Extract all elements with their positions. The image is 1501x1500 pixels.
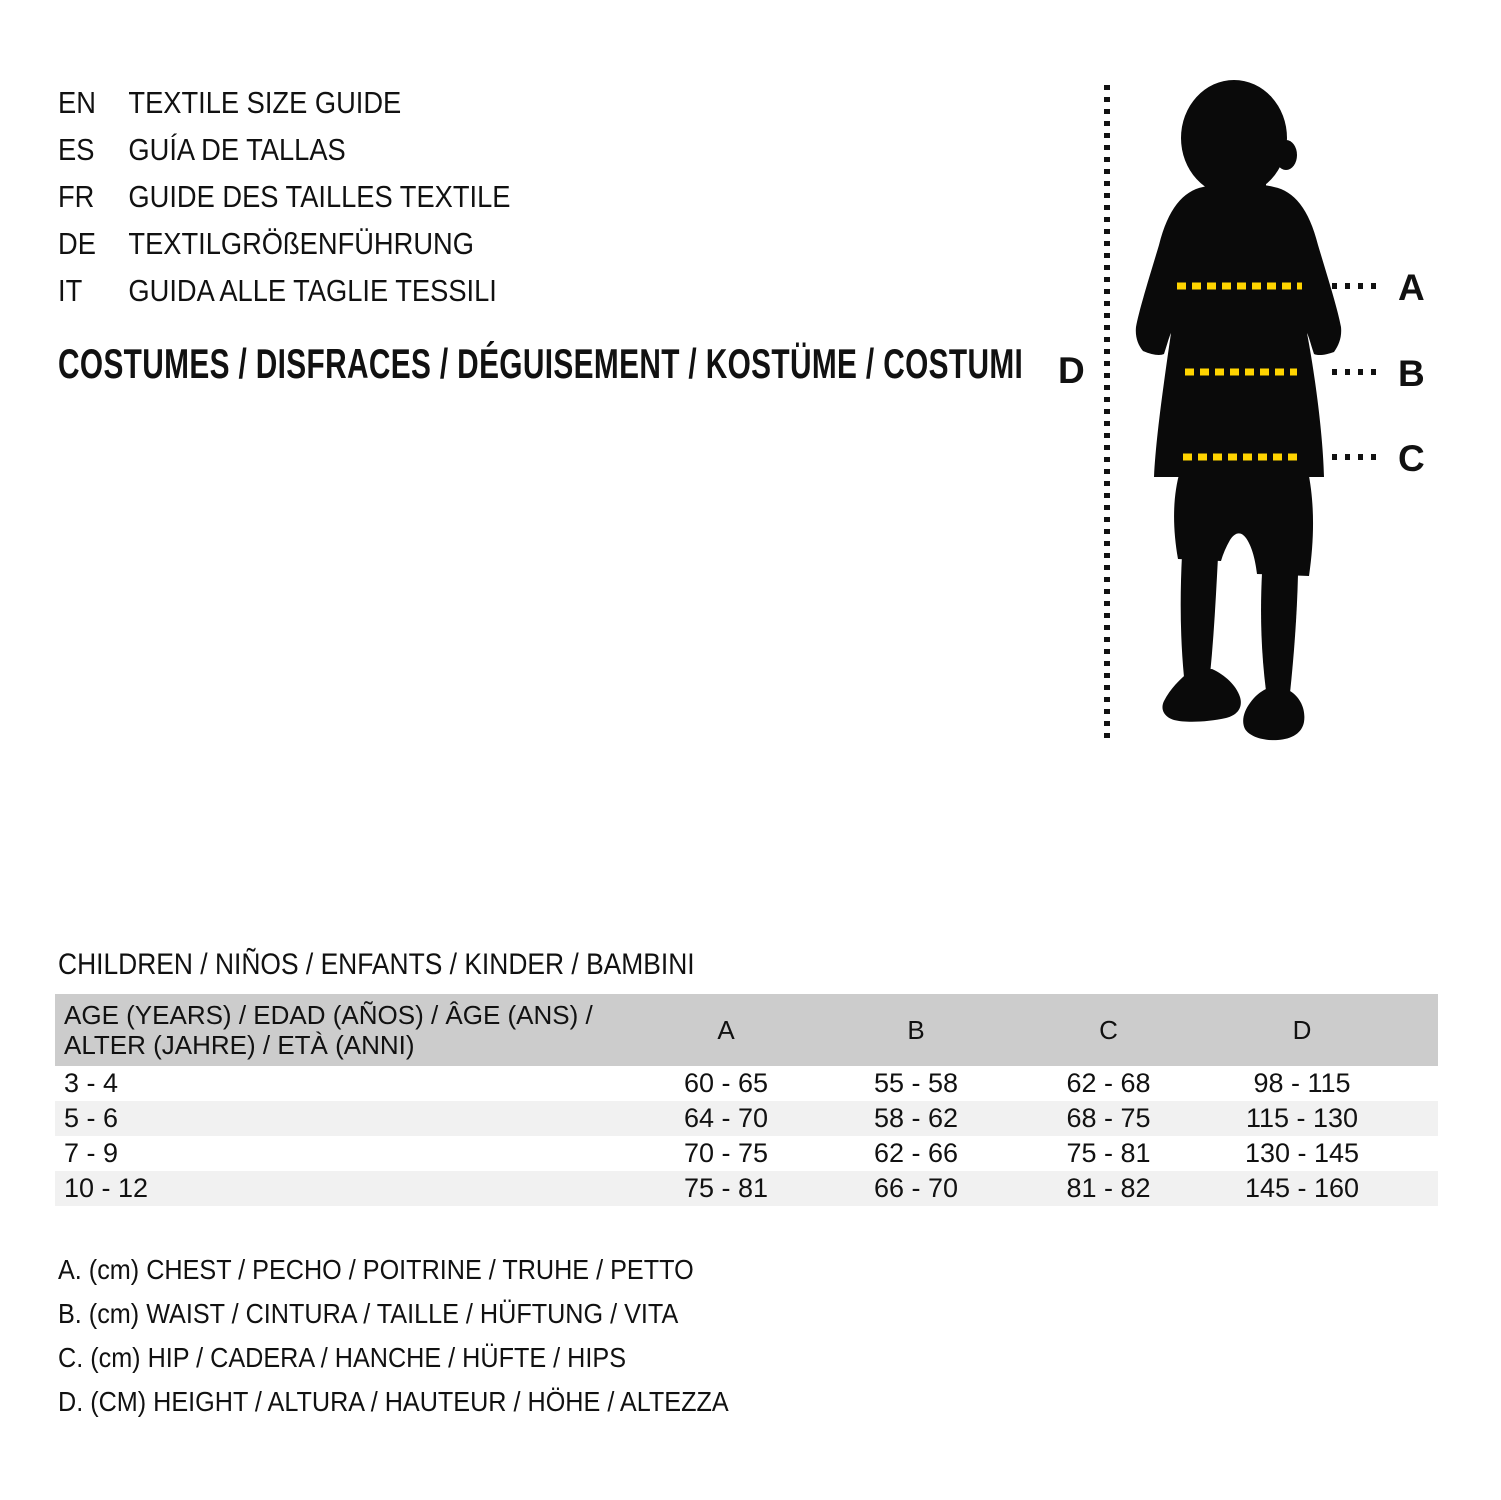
language-label: TEXTILE SIZE GUIDE (128, 85, 402, 120)
language-code: IT (58, 273, 83, 308)
legend-item-waist: B. (cm) WAIST / CINTURA / TAILLE / HÜFTUNG / VITA (58, 1298, 679, 1329)
language-row-fr (58, 173, 510, 220)
language-code: ES (58, 132, 95, 167)
silhouette-shirt (1136, 183, 1341, 477)
legend-item-chest: A. (cm) CHEST / PECHO / POITRINE / TRUHE / PETTO (58, 1254, 694, 1285)
waist-cell: 66 - 70 (873, 1173, 959, 1203)
table-row (55, 1136, 1438, 1171)
age-header-line2: ALTER (JAHRE) / ETÀ (ANNI) (64, 1030, 415, 1060)
chest-cell: 70 - 75 (683, 1138, 769, 1168)
waist-cell: 58 - 62 (873, 1103, 959, 1133)
language-label: GUÍA DE TALLAS (128, 132, 346, 167)
language-label: GUIDE DES TAILLES TEXTILE (128, 179, 511, 214)
label-d: D (1058, 350, 1085, 391)
language-code: FR (58, 179, 95, 214)
waist-cell: 62 - 66 (873, 1138, 959, 1168)
language-code: EN (58, 85, 96, 120)
measurement-legend (58, 1248, 729, 1424)
silhouette-right-shoe (1243, 689, 1304, 740)
silhouette-left-leg (1181, 555, 1218, 677)
language-code: DE (58, 226, 96, 261)
language-label: TEXTILGRÖßENFÜHRUNG (128, 226, 474, 261)
age-cell: 5 - 6 (64, 1103, 119, 1133)
column-header-a: A (717, 1014, 735, 1045)
age-cell: 10 - 12 (64, 1173, 149, 1203)
column-header-c: C (1099, 1014, 1118, 1045)
language-row-it (58, 267, 510, 314)
table-row (55, 1066, 1438, 1101)
silhouette-ear (1275, 140, 1297, 170)
table-row (55, 1171, 1438, 1206)
age-column-header (55, 1000, 631, 1060)
children-section-title: CHILDREN / NIÑOS / ENFANTS / KINDER / BAMBINI (58, 948, 695, 981)
child-silhouette (1136, 80, 1341, 740)
legend-item-hip: C. (cm) HIP / CADERA / HANCHE / HÜFTE / HIPS (58, 1342, 626, 1373)
height-cell: 115 - 130 (1245, 1103, 1359, 1133)
age-header-line1: AGE (YEARS) / EDAD (AÑOS) / ÂGE (ANS) / (64, 1000, 593, 1030)
height-cell: 145 - 160 (1244, 1173, 1360, 1203)
hip-cell: 75 - 81 (1066, 1138, 1151, 1168)
chest-cell: 64 - 70 (683, 1103, 769, 1133)
waist-cell: 55 - 58 (873, 1068, 959, 1098)
hip-cell: 68 - 75 (1066, 1103, 1151, 1133)
label-c: C (1398, 438, 1425, 479)
label-b: B (1398, 353, 1425, 394)
age-cell: 3 - 4 (64, 1068, 119, 1098)
chest-cell: 60 - 65 (683, 1068, 769, 1098)
language-label: GUIDA ALLE TAGLIE TESSILI (128, 273, 497, 308)
chest-cell: 75 - 81 (683, 1173, 769, 1203)
table-row (55, 1101, 1438, 1136)
height-cell: 130 - 145 (1244, 1138, 1360, 1168)
category-title: COSTUMES / DISFRACES / DÉGUISEMENT / KOSTÜME / COSTUMI (58, 340, 1024, 387)
column-header-d: D (1292, 1014, 1312, 1045)
language-row-de (58, 220, 510, 267)
silhouette-right-leg (1261, 573, 1298, 693)
size-table (55, 994, 1438, 1206)
label-a: A (1398, 267, 1425, 308)
language-list (58, 79, 510, 314)
hip-cell: 81 - 82 (1066, 1173, 1151, 1203)
column-header-b: B (907, 1014, 925, 1045)
hip-cell: 62 - 68 (1066, 1068, 1151, 1098)
legend-item-height: D. (CM) HEIGHT / ALTURA / HAUTEUR / HÖHE / ALTEZZA (58, 1386, 729, 1417)
age-cell: 7 - 9 (64, 1138, 119, 1168)
language-row-es (58, 126, 510, 173)
silhouette-left-shoe (1162, 669, 1240, 722)
table-header-row (55, 994, 1438, 1066)
language-row-en (58, 79, 510, 126)
height-cell: 98 - 115 (1253, 1068, 1351, 1098)
child-measurement-figure (1040, 75, 1460, 755)
